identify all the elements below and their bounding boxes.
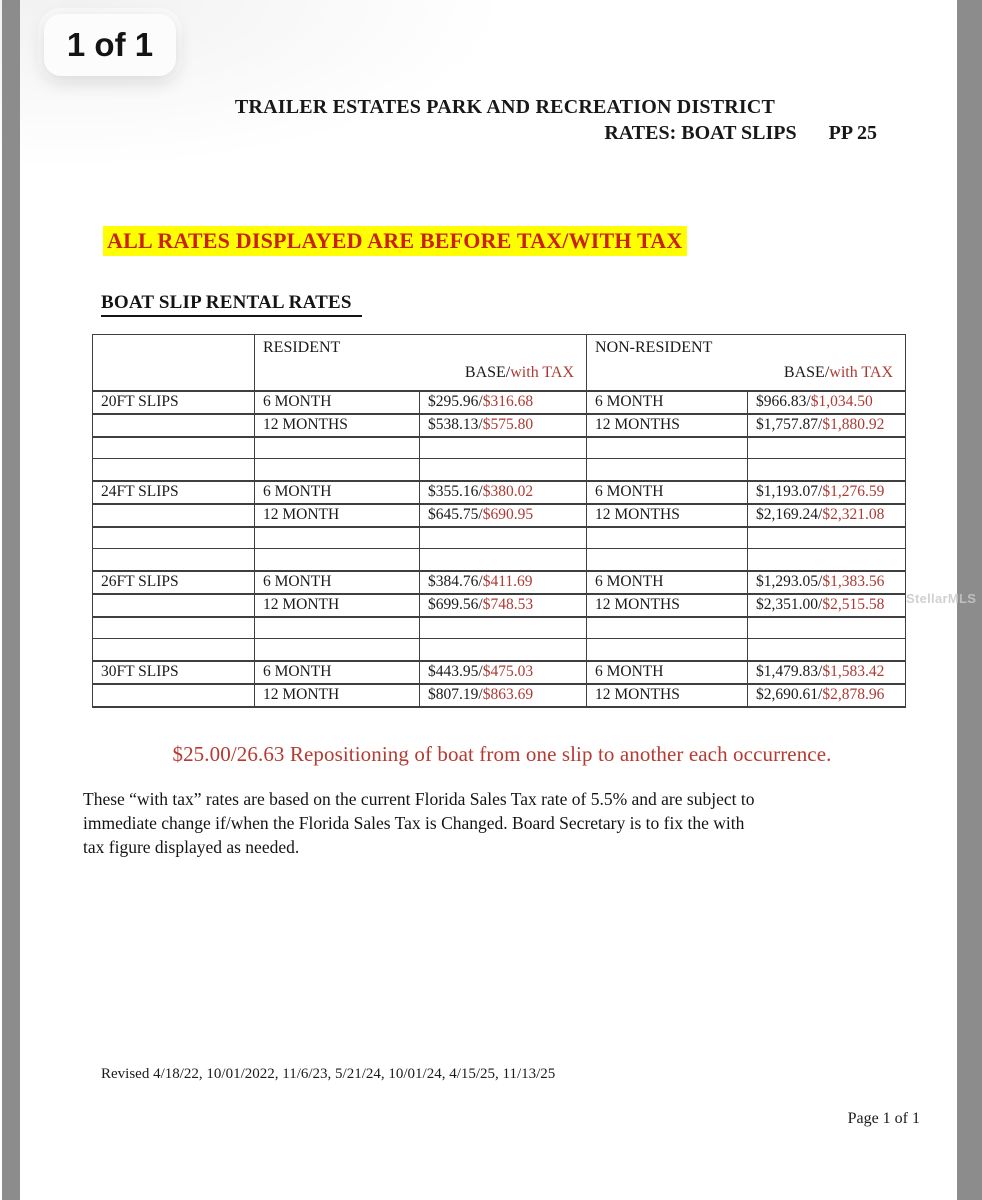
resident-base-with-tax-label: BASE/with TAX [464,364,575,381]
table-row-empty [93,639,906,661]
table-row [93,571,906,594]
cell-empty [587,437,748,459]
table-row [93,504,906,527]
table-row [93,414,906,437]
cell-empty [93,617,255,639]
tax-paragraph-line: These “with tax” rates are based on the current Florida Sales Tax rate of 5.5% and are subject to [83,789,755,809]
cell-empty [93,459,255,481]
cell-nonresident-term: 6 MONTH [587,661,748,684]
nonresident-label: NON-RESIDENT [595,339,713,356]
cell-empty [255,459,420,481]
table-row [93,661,906,684]
cell-empty [255,437,420,459]
cell-nonresident-rate: $1,757.87/$1,880.92 [748,414,906,437]
cell-resident-term: 6 MONTH [255,481,420,504]
table-row [93,684,906,707]
table-row-empty [93,527,906,549]
table-row [93,391,906,414]
cell-empty [420,617,587,639]
cell-resident-term: 12 MONTH [255,504,420,527]
cell-nonresident-rate: $1,193.07/$1,276.59 [748,481,906,504]
cell-resident-term: 12 MONTH [255,594,420,617]
cell-slip-size [93,684,255,707]
cell-slip-size [93,414,255,437]
table-row-empty [93,617,906,639]
cell-resident-rate: $295.96/$316.68 [420,391,587,414]
cell-slip-size [93,504,255,527]
table-row-empty [93,549,906,571]
cell-resident-rate: $699.56/$748.53 [420,594,587,617]
page-count-badge: 1 of 1 [44,14,176,76]
cell-nonresident-rate: $1,293.05/$1,383.56 [748,571,906,594]
document-title: TRAILER ESTATES PARK AND RECREATION DISTRICT [234,96,776,118]
header-cell-nonresident [587,335,906,391]
cell-empty [587,549,748,571]
cell-resident-term: 6 MONTH [255,571,420,594]
cell-resident-term: 6 MONTH [255,391,420,414]
cell-slip-size: 30FT SLIPS [93,661,255,684]
cell-nonresident-rate: $2,690.61/$2,878.96 [748,684,906,707]
cell-empty [748,549,906,571]
cell-empty [748,639,906,661]
cell-nonresident-term: 6 MONTH [587,481,748,504]
cell-empty [93,527,255,549]
cell-resident-rate: $538.13/$575.80 [420,414,587,437]
viewer-gutter-left [2,0,20,1200]
tax-paragraph-line: immediate change if/when the Florida Sales Tax is Changed. Board Secretary is to fix the with [83,813,745,833]
table-row-empty [93,437,906,459]
table-row [93,481,906,504]
cell-nonresident-term: 6 MONTH [587,571,748,594]
cell-slip-size: 26FT SLIPS [93,571,255,594]
pp-code: PP 25 [828,122,877,144]
tax-explanation-paragraph [83,787,915,859]
cell-empty [420,437,587,459]
cell-resident-rate: $645.75/$690.95 [420,504,587,527]
cell-empty [748,617,906,639]
cell-empty [420,549,587,571]
cell-nonresident-term: 6 MONTH [587,391,748,414]
cell-empty [420,527,587,549]
cell-empty [255,617,420,639]
cell-empty [255,527,420,549]
stellar-mls-watermark: StellarMLS [906,591,977,606]
cell-empty [587,639,748,661]
cell-nonresident-rate: $1,479.83/$1,583.42 [748,661,906,684]
cell-nonresident-rate: $2,351.00/$2,515.58 [748,594,906,617]
cell-empty [93,437,255,459]
cell-slip-size: 24FT SLIPS [93,481,255,504]
cell-nonresident-term: 12 MONTHS [587,414,748,437]
section-heading: BOAT SLIP RENTAL RATES [101,292,362,317]
table-row [93,594,906,617]
cell-empty [748,437,906,459]
header-cell-resident [255,335,587,391]
cell-empty [93,639,255,661]
header-cell-blank [93,335,255,391]
cell-resident-term: 12 MONTH [255,684,420,707]
cell-resident-rate: $443.95/$475.03 [420,661,587,684]
document-subtitle [120,122,877,145]
tax-disclaimer-banner: ALL RATES DISPLAYED ARE BEFORE TAX/WITH TAX [103,226,687,256]
cell-resident-rate: $355.16/$380.02 [420,481,587,504]
cell-resident-rate: $807.19/$863.69 [420,684,587,707]
cell-empty [748,459,906,481]
cell-nonresident-term: 12 MONTHS [587,504,748,527]
cell-resident-term: 6 MONTH [255,661,420,684]
revision-history: Revised 4/18/22, 10/01/2022, 11/6/23, 5/21/24, 10/01/24, 4/15/25, 11/13/25 [101,1066,556,1082]
nonresident-base-with-tax-label: BASE/with TAX [783,364,894,381]
table-row-empty [93,459,906,481]
cell-slip-size: 20FT SLIPS [93,391,255,414]
resident-label: RESIDENT [263,339,341,356]
cell-nonresident-term: 12 MONTHS [587,594,748,617]
cell-resident-term: 12 MONTHS [255,414,420,437]
rates-table-body [93,335,906,707]
cell-slip-size [93,594,255,617]
cell-resident-rate: $384.76/$411.69 [420,571,587,594]
cell-empty [93,549,255,571]
cell-empty [587,459,748,481]
cell-empty [420,639,587,661]
cell-empty [255,549,420,571]
cell-nonresident-rate: $966.83/$1,034.50 [748,391,906,414]
cell-empty [748,527,906,549]
reposition-fee-note: $25.00/26.63 Repositioning of boat from one slip to another each occurrence. [172,742,832,766]
cell-nonresident-rate: $2,169.24/$2,321.08 [748,504,906,527]
cell-nonresident-term: 12 MONTHS [587,684,748,707]
table-header-row [93,335,906,391]
cell-empty [420,459,587,481]
cell-empty [587,527,748,549]
rates-label: RATES: BOAT SLIPS [604,122,797,144]
boat-slip-rates-table [92,334,906,708]
page-number-footer: Page 1 of 1 [847,1110,920,1127]
cell-empty [255,639,420,661]
cell-empty [587,617,748,639]
tax-paragraph-line: tax figure displayed as needed. [83,837,300,857]
